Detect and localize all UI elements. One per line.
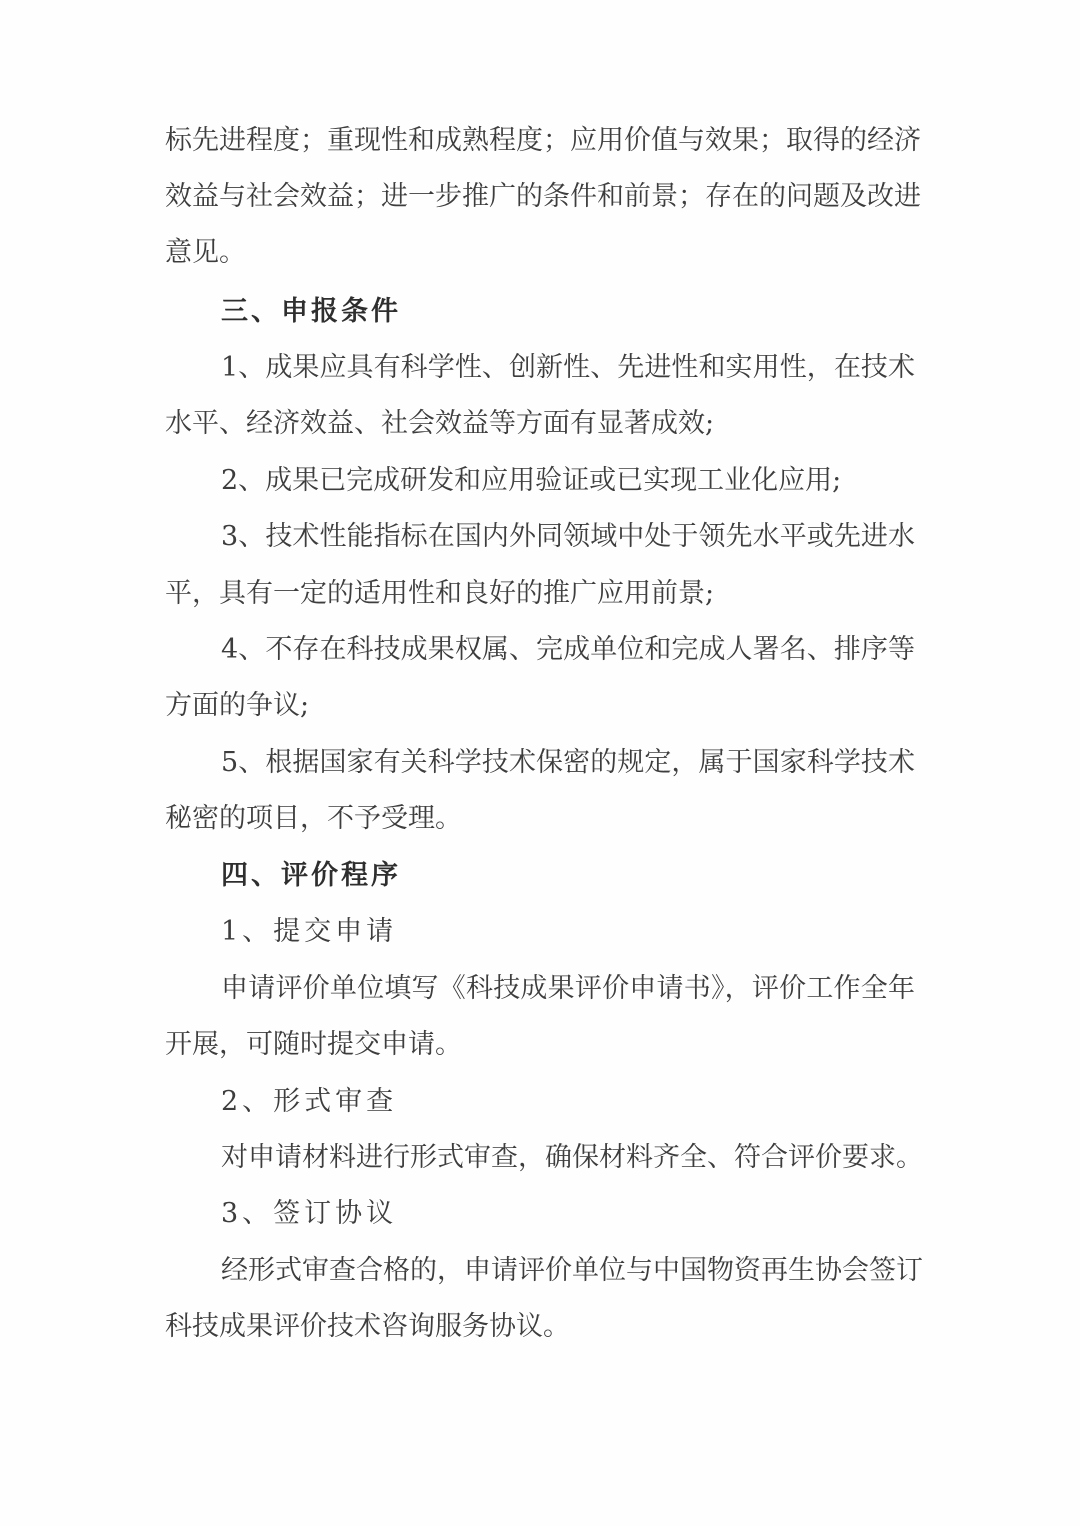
step-title-sign-agreement: 3、签订协议 (221, 1198, 398, 1229)
condition-item-1-cont: 水平、经济效益、社会效益等方面有显著成效; (165, 408, 715, 439)
paragraph-line: 意见。 (165, 237, 246, 268)
condition-item-3-cont: 平，具有一定的适用性和良好的推广应用前景; (165, 578, 715, 609)
paragraph-line: 效益与社会效益；进一步推广的条件和前景；存在的问题及改进 (165, 181, 921, 212)
condition-item-4-cont: 方面的争议; (165, 690, 310, 721)
condition-item-2: 2、成果已完成研发和应用验证或已实现工业化应用; (221, 465, 842, 496)
condition-item-4: 4、不存在科技成果权属、完成单位和完成人署名、排序等 (221, 634, 915, 665)
step-3-text: 经形式审查合格的，申请评价单位与中国物资再生协会签订 (221, 1255, 923, 1286)
step-2-text: 对申请材料进行形式审查，确保材料齐全、符合评价要求。 (221, 1142, 923, 1173)
condition-item-3: 3、技术性能指标在国内外同领域中处于领先水平或先进水 (221, 521, 915, 552)
step-title-formal-review: 2、形式审查 (221, 1086, 398, 1117)
condition-item-5-cont: 秘密的项目，不予受理。 (165, 803, 462, 834)
step-1-text: 申请评价单位填写《科技成果评价申请书》，评价工作全年 (221, 973, 915, 1004)
step-3-text-cont: 科技成果评价技术咨询服务协议。 (165, 1311, 570, 1342)
condition-item-5: 5、根据国家有关科学技术保密的规定，属于国家科学技术 (221, 747, 915, 778)
section-heading-evaluation-procedure: 四、评价程序 (221, 860, 401, 891)
section-heading-application-conditions: 三、申报条件 (221, 296, 401, 327)
paragraph-line: 标先进程度；重现性和成熟程度；应用价值与效果；取得的经济 (165, 125, 921, 156)
step-1-text-cont: 开展，可随时提交申请。 (165, 1029, 462, 1060)
condition-item-1: 1、成果应具有科学性、创新性、先进性和实用性，在技术 (221, 352, 915, 383)
step-title-submit-application: 1、提交申请 (221, 916, 398, 947)
